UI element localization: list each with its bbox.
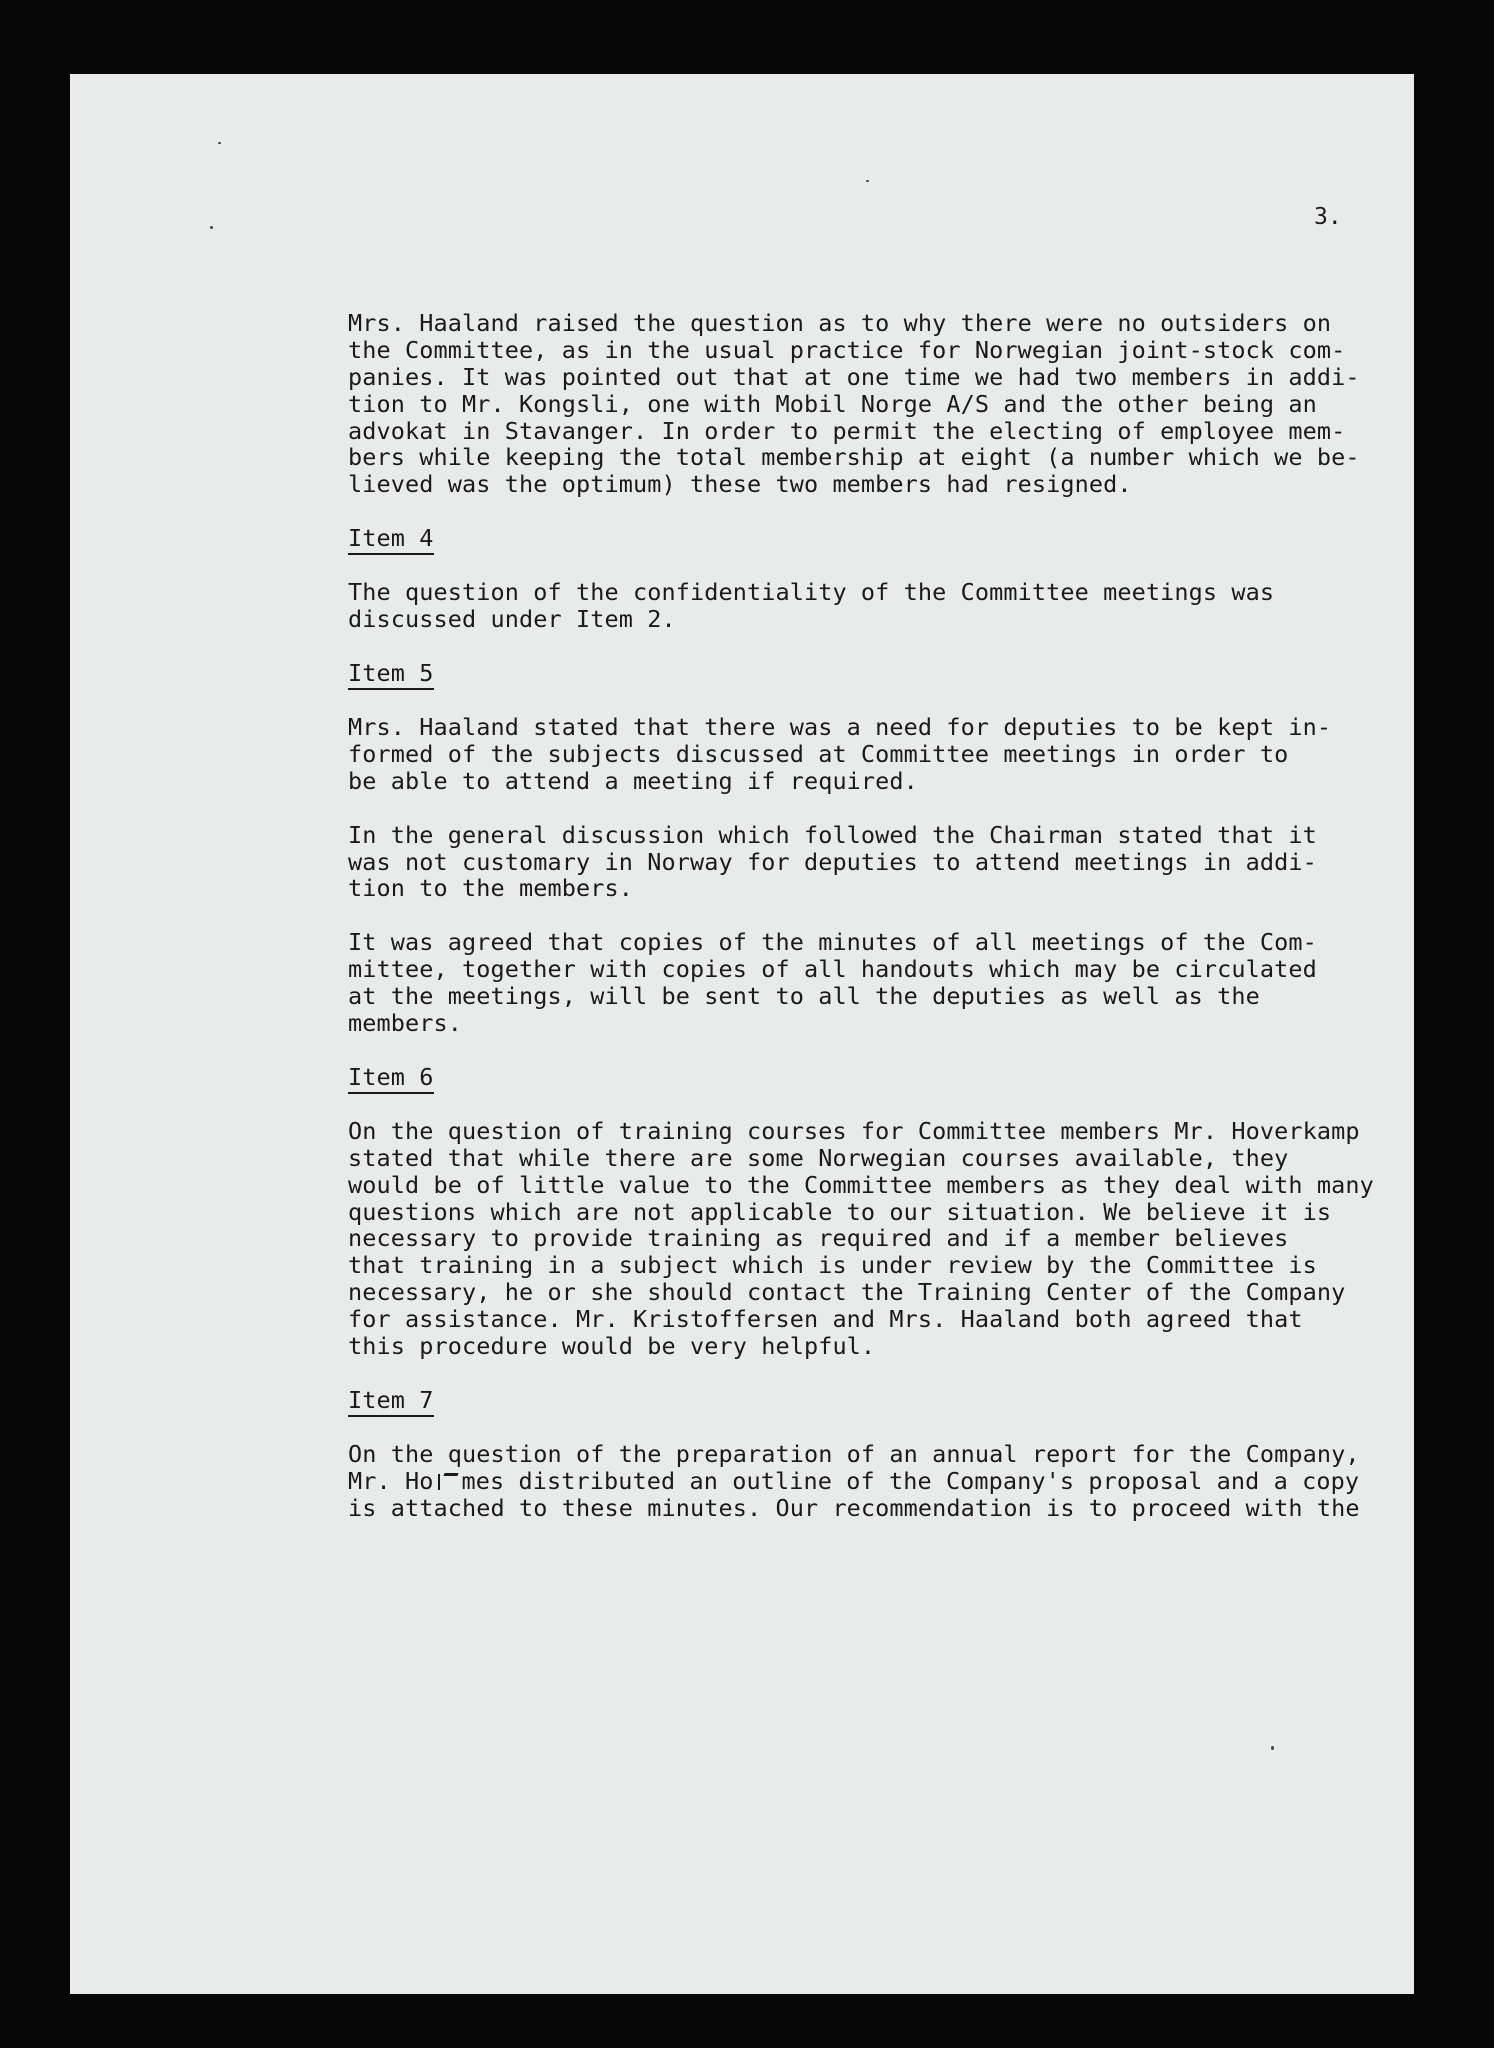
paper-speck bbox=[210, 226, 213, 229]
text-line: On the question of the preparation of an annual report for the Company, bbox=[348, 1439, 1360, 1468]
item-7-section bbox=[348, 1385, 1360, 1522]
text-line: tion to Mr. Kongsli, one with Mobil Norge A/S and the other being an bbox=[348, 389, 1317, 418]
item-4-section bbox=[348, 525, 1348, 633]
text-line: The question of the confidentiality of the Committee meetings was bbox=[348, 578, 1275, 607]
text-fragment: mes distributed an outline of the Company's proposal and a copy bbox=[461, 1466, 1360, 1495]
text-line: mittee, together with copies of all handouts which may be circulated bbox=[348, 955, 1317, 984]
text-fragment: Mr. Ho bbox=[348, 1466, 434, 1495]
smudged-glyphs bbox=[434, 1472, 462, 1492]
paragraph-item-5a bbox=[348, 714, 1348, 795]
item-6-section bbox=[348, 1062, 1374, 1361]
text-line: necessary, he or she should contact the Training Center of the Company bbox=[348, 1278, 1346, 1307]
text-line: members. bbox=[348, 1009, 462, 1038]
text-line: that training in a subject which is under review by the Committee is bbox=[348, 1251, 1317, 1280]
text-line: Mrs. Haaland raised the question as to why there were no outsiders on bbox=[348, 309, 1332, 337]
item-7-heading: Item 7 bbox=[348, 1387, 434, 1417]
paper-speck bbox=[866, 180, 869, 182]
text-line: at the meetings, will be sent to all the deputies as well as the bbox=[348, 982, 1260, 1011]
text-line: tion to the members. bbox=[348, 874, 633, 903]
paragraph-item-6 bbox=[348, 1116, 1374, 1361]
text-line: is attached to these minutes. Our recommendation is to proceed with the bbox=[348, 1493, 1360, 1522]
text-line: On the question of training courses for Committee members Mr. Hoverkamp bbox=[348, 1116, 1360, 1145]
item-5-section bbox=[348, 660, 1348, 1037]
paper-speck bbox=[1271, 1746, 1274, 1750]
text-line: Mrs. Haaland stated that there was a need for deputies to be kept in- bbox=[348, 713, 1332, 742]
text-line: It was agreed that copies of the minutes of all meetings of the Com- bbox=[348, 928, 1317, 957]
paragraph-item-4 bbox=[348, 579, 1348, 633]
text-line: be able to attend a meeting if required. bbox=[348, 766, 918, 795]
text-line: discussed under Item 2. bbox=[348, 605, 676, 634]
text-line: necessary to provide training as required and if a member believes bbox=[348, 1224, 1289, 1253]
paragraph-item-5b bbox=[348, 822, 1348, 903]
text-line: advokat in Stavanger. In order to permit the electing of employee mem- bbox=[348, 416, 1346, 445]
item-6-heading: Item 6 bbox=[348, 1064, 434, 1094]
text-line: would be of little value to the Committee members as they deal with many bbox=[348, 1170, 1374, 1199]
text-line: stated that while there are some Norwegian courses available, they bbox=[348, 1143, 1289, 1172]
paragraph-outsiders bbox=[348, 309, 1360, 499]
text-line: panies. It was pointed out that at one time we had two members in addi- bbox=[348, 362, 1360, 391]
item-4-heading: Item 4 bbox=[348, 525, 434, 555]
text-line: was not customary in Norway for deputies to attend meetings in addi- bbox=[348, 847, 1317, 876]
text-line: this procedure would be very helpful. bbox=[348, 1332, 876, 1361]
text-line: formed of the subjects discussed at Committee meetings in order to bbox=[348, 739, 1289, 768]
paragraph-item-7 bbox=[348, 1439, 1360, 1522]
text-line: lieved was the optimum) these two members had resigned. bbox=[348, 470, 1132, 499]
page-number: 3. bbox=[1314, 204, 1342, 230]
text-line: for assistance. Mr. Kristoffersen and Mrs. Haaland both agreed that bbox=[348, 1305, 1303, 1334]
text-line: bers while keeping the total membership at eight (a number which we be- bbox=[348, 443, 1360, 472]
text-line: questions which are not applicable to our situation. We believe it is bbox=[348, 1197, 1332, 1226]
item-5-heading: Item 5 bbox=[348, 660, 434, 690]
text-line: the Committee, as in the usual practice for Norwegian joint-stock com- bbox=[348, 335, 1346, 364]
text-line: In the general discussion which followed the Chairman stated that it bbox=[348, 820, 1317, 849]
document-body bbox=[348, 309, 1374, 1549]
text-line bbox=[348, 1466, 1360, 1495]
paper-speck bbox=[218, 142, 221, 144]
paragraph-item-5c bbox=[348, 929, 1348, 1037]
